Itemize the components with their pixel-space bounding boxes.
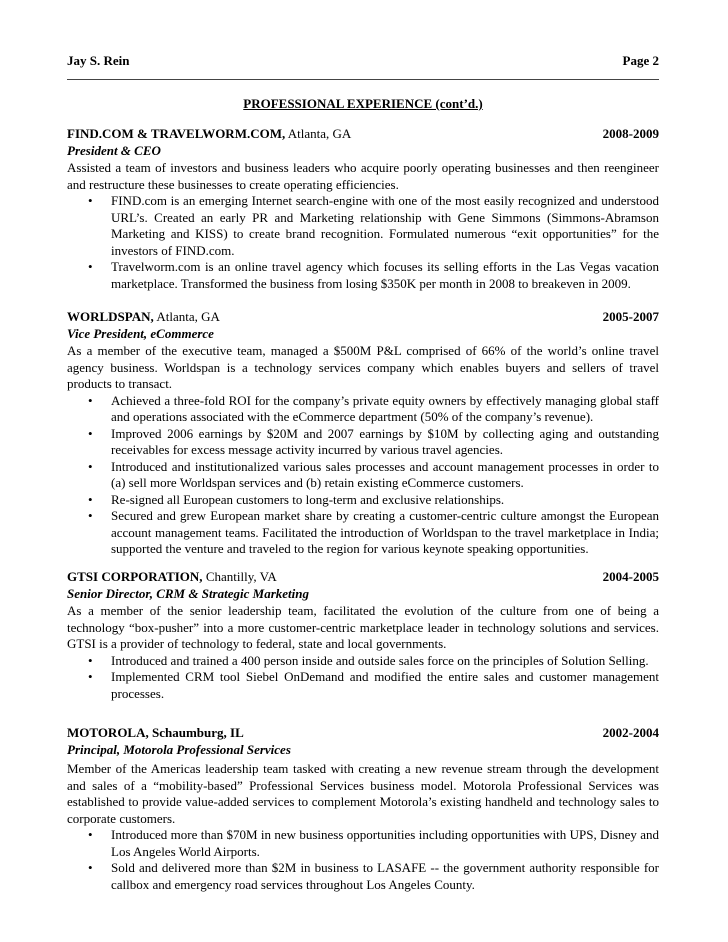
page-number: Page 2: [622, 53, 659, 68]
job-dates: 2004-2005: [602, 569, 659, 584]
job-entry-find: [67, 126, 659, 292]
bullet-item: • Achieved a three-fold ROI for the company’s private equity owners by effectively managing global staff and operations associated with the eCommerce department (50% of the company’s revenue).: [111, 393, 659, 426]
job-heading: [67, 309, 659, 326]
job-bullets: [67, 653, 659, 703]
job-entry-worldspan: [67, 309, 659, 558]
job-description: Member of the Americas leadership team tasked with creating a new revenue stream through the development and sales of a “mobility-based” Professional Services business model. Motorola Professional Services was established to provide value-added services to complement Motorola’s existing handheld and technology sales to corporate customers.: [67, 761, 659, 826]
job-bullets: [67, 393, 659, 558]
job-organization: WORLDSPAN,: [67, 309, 154, 324]
job-title: Senior Director, CRM & Strategic Marketing: [67, 586, 309, 601]
job-heading: [67, 126, 659, 143]
job-location: Chantilly, VA: [202, 569, 277, 584]
bullet-item: • Secured and grew European market share by creating a customer-centric culture amongst the European account management teams. Facilitated the introduction of Worldspan to the travel marketplace in India; supported the venture and traveled to the region for various keynote speaking opportunities.: [111, 508, 659, 558]
job-entry-motorola: [67, 725, 659, 893]
bullet-item: • Introduced more than $70M in new business opportunities including opportunities with UPS, Disney and Los Angeles World Airports.: [111, 827, 659, 860]
job-organization: FIND.COM & TRAVELWORM.COM,: [67, 126, 286, 141]
job-bullets: [67, 827, 659, 893]
bullet-item: • Re-signed all European customers to long-term and exclusive relationships.: [111, 492, 659, 509]
bullet-item: • Introduced and trained a 400 person inside and outside sales force on the principles of Solution Selling.: [111, 653, 659, 670]
job-organization: MOTOROLA, Schaumburg, IL: [67, 725, 244, 740]
job-organization: GTSI CORPORATION,: [67, 569, 203, 584]
bullet-item: • Implemented CRM tool Siebel OnDemand and modified the entire sales and customer management processes.: [111, 669, 659, 702]
job-location: Atlanta, GA: [153, 309, 220, 324]
job-bullets: [67, 193, 659, 292]
job-heading: [67, 569, 659, 586]
job-description: As a member of the senior leadership team, facilitated the evolution of the culture from one of being a technology “box-pusher” into a more customer-centric marketplace leader in technology solutions and services. GTSI is a provider of technology to federal, state and local governments.: [67, 603, 659, 651]
job-title: Principal, Motorola Professional Services: [67, 742, 291, 757]
job-description: As a member of the executive team, managed a $500M P&L comprised of 66% of the world’s online travel agency business. Worldspan is a technology services company which enables buyers and sellers of travel products to transact.: [67, 343, 659, 391]
author-name: Jay S. Rein: [67, 53, 130, 68]
bullet-item: • Travelworm.com is an online travel agency which focuses its selling efforts in the Las Vegas vacation marketplace. Transformed the business from losing $350K per month in 2008 to breakeven in 2009.: [111, 259, 659, 292]
job-dates: 2002-2004: [602, 725, 659, 740]
job-title: Vice President, eCommerce: [67, 326, 214, 341]
bullet-item: • Sold and delivered more than $2M in business to LASAFE -- the government authority responsible for callbox and emergency road services throughout Los Angeles County.: [111, 860, 659, 893]
bullet-item: • Introduced and institutionalized various sales processes and account management processes in order to (a) sell more Worldspan services and (b) retain existing eCommerce customers.: [111, 459, 659, 492]
bullet-item: • FIND.com is an emerging Internet search-engine with one of the most easily recognized and understood URL’s. Created an early PR and Marketing relationship with Gene Simmons (Simmons-Abramson Marketing and KISS) to create brand recognition. Formulated numerous “exit opportunities” for the investors of FIND.com.: [111, 193, 659, 259]
job-dates: 2008-2009: [602, 126, 659, 141]
job-location: Atlanta, GA: [285, 126, 352, 141]
bullet-item: • Improved 2006 earnings by $20M and 2007 earnings by $10M by collecting aging and outstanding receivables for excess message activity incurred by various travel agencies.: [111, 426, 659, 459]
section-title: PROFESSIONAL EXPERIENCE (cont’d.): [243, 96, 483, 111]
job-heading: [67, 725, 659, 742]
header-rule: [67, 79, 659, 80]
job-description: Assisted a team of investors and business leaders who acquire poorly operating businesses and then reengineer and restructure these businesses to create operating efficiencies.: [67, 160, 659, 192]
job-entry-gtsi: [67, 569, 659, 702]
job-title: President & CEO: [67, 143, 161, 158]
job-dates: 2005-2007: [602, 309, 659, 324]
